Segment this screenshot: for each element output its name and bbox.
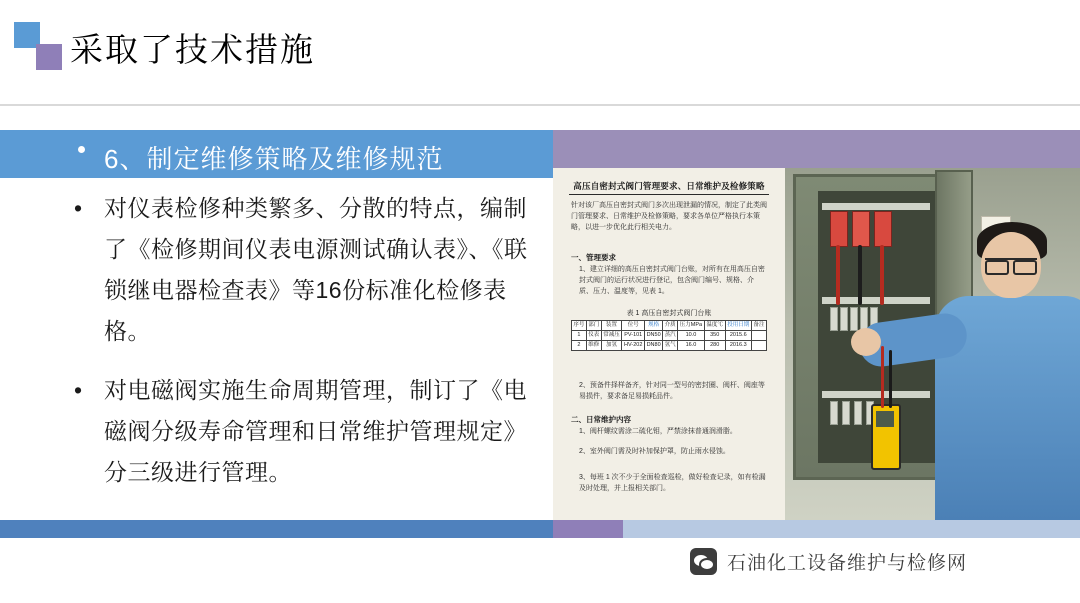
- test-probe-black: [889, 350, 892, 408]
- list-item: [60, 188, 540, 352]
- document-title: 高压自密封式阀门管理要求、日常维护及检修策略: [573, 181, 765, 191]
- document-section-title: 一、管理要求: [571, 253, 616, 262]
- highlight-bar: [0, 130, 553, 178]
- table-cell: DN50: [645, 331, 663, 341]
- terminal-block: [830, 307, 838, 331]
- photo-image: [553, 168, 1080, 520]
- footer-bar: [0, 520, 1080, 538]
- bullet-dot-icon: [78, 146, 85, 153]
- table-header-cell: 压力MPa: [678, 321, 705, 331]
- scanned-document: [553, 168, 786, 520]
- table-header-cell: 规格: [645, 321, 663, 331]
- table-cell: 蒸汽: [663, 331, 678, 341]
- logo-square-purple: [36, 44, 62, 70]
- table-cell: 2015.6: [725, 331, 752, 341]
- terminal-block: [830, 401, 838, 425]
- table-cell: 2016.3: [725, 341, 752, 351]
- table-header-cell: 序号: [572, 321, 587, 331]
- table-header-row: [572, 321, 767, 331]
- document-section-item: 1、阀杆螺纹需涂二硫化钼，严禁涂抹普通润滑脂。: [579, 428, 737, 435]
- document-section-title: 二、日常维护内容: [571, 415, 631, 424]
- table-header-cell: 装置: [601, 321, 622, 331]
- table-row: [572, 341, 767, 351]
- glasses-icon: [985, 258, 1037, 272]
- bullet-marker: •: [74, 195, 83, 221]
- table-cell: HV-202: [622, 341, 645, 351]
- wire: [880, 245, 884, 305]
- terminal-block: [840, 307, 848, 331]
- table-cell: 维修: [586, 341, 601, 351]
- table-header-cell: 介质: [663, 321, 678, 331]
- table-cell: 2: [572, 341, 587, 351]
- terminal-block: [850, 307, 858, 331]
- bullet-marker: •: [74, 377, 83, 403]
- document-title-rule: [569, 194, 769, 195]
- highlight-text: 6、制定维修策略及维修规范: [104, 144, 444, 174]
- table-cell: DN80: [645, 341, 663, 351]
- table-header-cell: 备注: [752, 321, 767, 331]
- multimeter-display: [876, 411, 894, 427]
- list-item: [60, 370, 540, 493]
- document-section-item: 1、建立详细的高压自密封式阀门台账，对所有在用高压自密封式阀门的运行状况进行登记，包含阀门编号、规格、介质、压力、温度等，见表 1。: [579, 266, 765, 295]
- header-divider: [0, 104, 1080, 106]
- table-cell: 280: [704, 341, 725, 351]
- table-header-cell: 温度℃: [704, 321, 725, 331]
- relay-module: [874, 211, 892, 247]
- photo-panel: [553, 130, 1080, 520]
- terminal-block: [854, 401, 862, 425]
- table-row: [572, 331, 767, 341]
- table-cell: 1: [572, 331, 587, 341]
- multimeter: [871, 404, 901, 470]
- cabinet-photo: [785, 168, 1080, 520]
- table-cell: 加氢: [601, 341, 622, 351]
- watermark: [690, 548, 967, 575]
- document-section-item: 2、室外阀门需及时补加保护罩，防止雨水侵蚀。: [579, 448, 730, 455]
- document-paragraph: 针对该厂高压自密封式阀门多次出现泄漏的情况，制定了此类阀门管理要求、日常维护及检修策略，要求各单位严格执行本策略，以进一步优化此行相关电力。: [571, 202, 767, 231]
- logo-icon: [14, 22, 66, 74]
- watermark-text: 石油化工设备维护与检修网: [727, 553, 968, 574]
- terminal-block: [842, 401, 850, 425]
- footer-segment-purple: [553, 520, 623, 538]
- page-title: 采取了技术措施: [70, 31, 315, 68]
- table-header-cell: 部门: [586, 321, 601, 331]
- document-table: [571, 320, 767, 351]
- document-section-item: 3、每班 1 次不少于全面检查巡检，做好检查记录，如有检漏及时处理，并上报相关部门。: [579, 474, 766, 492]
- table-header-cell: 位号: [622, 321, 645, 331]
- table-cell: 350: [704, 331, 725, 341]
- document-table-caption: 表 1 高压自密封式阀门台账: [626, 310, 712, 317]
- table-cell: 16.0: [678, 341, 705, 351]
- test-probe-red: [881, 346, 884, 408]
- wire: [836, 245, 840, 305]
- technician-hand: [851, 328, 881, 356]
- table-cell: 仪表: [586, 331, 601, 341]
- bullet-list: [60, 188, 540, 511]
- footer-segment-light: [623, 520, 1080, 538]
- relay-module: [830, 211, 848, 247]
- table-header-cell: 投用日期: [725, 321, 752, 331]
- table-cell: 常减压: [601, 331, 622, 341]
- wechat-icon: [690, 548, 717, 575]
- table-cell: 氢气: [663, 341, 678, 351]
- din-rail: [822, 203, 930, 210]
- relay-module: [852, 211, 870, 247]
- din-rail: [822, 391, 930, 398]
- table-cell: [752, 331, 767, 341]
- list-item-text: 对仪表检修种类繁多、分散的特点，编制了《检修期间仪表电源测试确认表》、《联锁继电器检查表》等16份标准化检修表格。: [104, 195, 528, 344]
- table-cell: 10.0: [678, 331, 705, 341]
- document-section-item: 2、预备件择样备齐，针对同一型号的密封圈、阀杆、阀座等易损件，要求备足易损耗品件。: [579, 382, 765, 400]
- list-item-text: 对电磁阀实施生命周期管理，制订了《电磁阀分级寿命管理和日常维护管理规定》分三级进行管理。: [104, 377, 527, 485]
- table-cell: PV-101: [622, 331, 645, 341]
- wire: [858, 245, 862, 305]
- table-cell: [752, 341, 767, 351]
